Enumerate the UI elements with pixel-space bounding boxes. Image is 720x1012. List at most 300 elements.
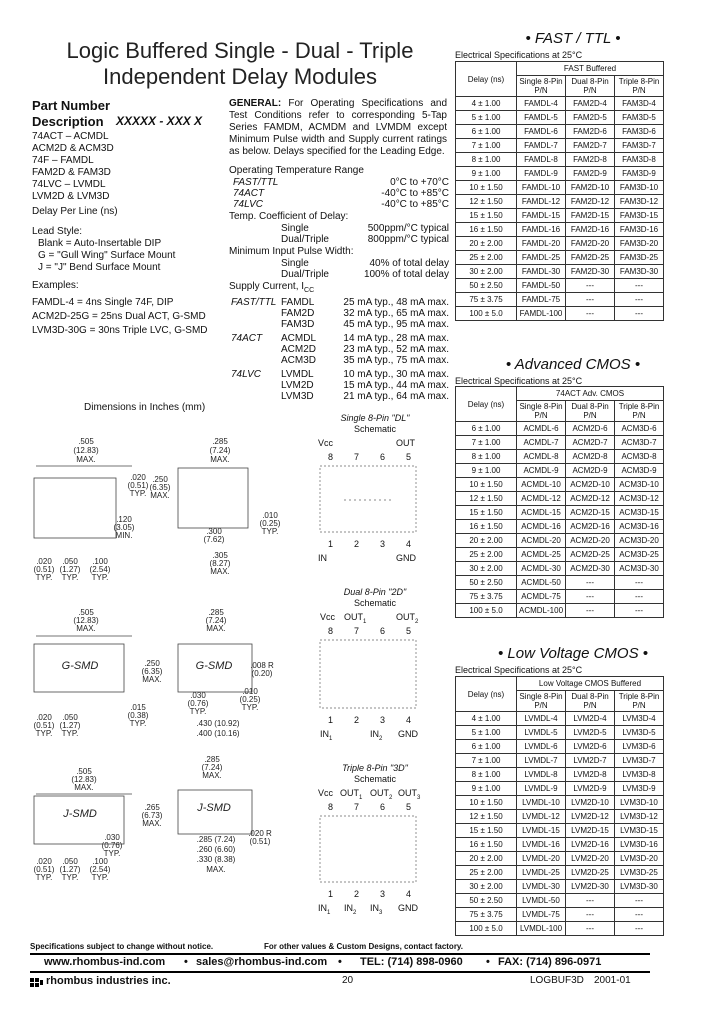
lead-style-line: J = "J" Bend Surface Mount bbox=[38, 262, 161, 273]
table-cell: 7 ± 1.00 bbox=[456, 139, 517, 153]
table-cell: 4 ± 1.00 bbox=[456, 712, 517, 726]
table-cell: ACMDL-16 bbox=[517, 520, 566, 534]
table-header-row bbox=[456, 62, 664, 76]
dimensions-heading: Dimensions in Inches (mm) bbox=[84, 402, 206, 413]
table-row bbox=[456, 251, 664, 265]
table-row bbox=[456, 181, 664, 195]
supply-row: 74LVC LVMDL 10 mA typ., 30 mA max. bbox=[231, 369, 449, 380]
table-cell: LVM2D-7 bbox=[566, 754, 615, 768]
email-link[interactable]: sales@rhombus-ind.com bbox=[196, 956, 328, 968]
table-cell: --- bbox=[566, 576, 615, 590]
pin-number: 8 bbox=[328, 802, 334, 812]
svg-text:(1.27): (1.27) bbox=[59, 565, 81, 574]
table-cell: FAMDL-100 bbox=[517, 307, 566, 321]
table-cell: ACM3D-8 bbox=[615, 450, 664, 464]
table-cell: --- bbox=[615, 922, 664, 936]
general-text: GENERAL: For Operating Specifications and Test Conditions refer to corresponding 5-Tap Series FAMDM, ACMDM and LVMDM except Minimum Pulse width and Supply current ratings as below. Delays specified for the Leading Edge. bbox=[229, 98, 448, 157]
table-cell: --- bbox=[566, 604, 615, 618]
header-delay: Delay (ns) bbox=[456, 62, 517, 97]
table-cell: 30 ± 2.00 bbox=[456, 265, 517, 279]
single-schematic: Single 8-Pin "DL" Schematic Vcc OUT 8 7 6 5 1 2 3 4 IN GND bbox=[310, 413, 440, 565]
table-cell: FAMDL-7 bbox=[517, 139, 566, 153]
table-cell: LVMDL-75 bbox=[517, 908, 566, 922]
table-cell: FAMDL-16 bbox=[517, 223, 566, 237]
svg-text:.020 R: .020 R bbox=[248, 829, 272, 838]
header-cell: Triple 8-Pin P/N bbox=[615, 76, 664, 97]
svg-text:G-SMD: G-SMD bbox=[61, 660, 99, 672]
table-cell: LVM2D-6 bbox=[566, 740, 615, 754]
table-row bbox=[456, 852, 664, 866]
table-cell: 10 ± 1.50 bbox=[456, 796, 517, 810]
table-cell: ACM2D-9 bbox=[566, 464, 615, 478]
table-cell: ACM3D-20 bbox=[615, 534, 664, 548]
lead-style bbox=[32, 226, 227, 274]
table-row bbox=[456, 548, 664, 562]
table-cell: LVM2D-4 bbox=[566, 712, 615, 726]
table-row bbox=[456, 726, 664, 740]
dip-side-body bbox=[178, 468, 248, 528]
table-row bbox=[456, 922, 664, 936]
table-row bbox=[456, 866, 664, 880]
table-cell: ACM2D-8 bbox=[566, 450, 615, 464]
advanced-cmos-table bbox=[455, 386, 664, 618]
table-cell: --- bbox=[566, 590, 615, 604]
svg-text:TYP.: TYP. bbox=[91, 573, 109, 582]
supply-row: LVM2D 15 mA typ., 44 mA max. bbox=[281, 380, 449, 391]
svg-text:(7.24): (7.24) bbox=[201, 763, 223, 772]
table-cell: FAMDL-5 bbox=[517, 111, 566, 125]
table-cell: ACM2D-25 bbox=[566, 548, 615, 562]
examples bbox=[32, 296, 227, 338]
svg-text:TYP.: TYP. bbox=[241, 703, 259, 712]
table-cell: LVM2D-8 bbox=[566, 768, 615, 782]
svg-text:.020: .020 bbox=[36, 557, 52, 566]
table-cell: ACMDL-6 bbox=[517, 422, 566, 436]
table-cell: 6 ± 1.00 bbox=[456, 422, 517, 436]
rhombus-logo-icon bbox=[30, 976, 44, 994]
svg-text:.505: .505 bbox=[78, 437, 94, 446]
pin-number: 7 bbox=[354, 802, 360, 812]
table-cell: ACM3D-9 bbox=[615, 464, 664, 478]
table-cell: FAM3D-25 bbox=[615, 251, 664, 265]
dip-top-body bbox=[34, 478, 116, 538]
svg-text:.008 R: .008 R bbox=[250, 661, 274, 670]
table-cell: ACMDL-30 bbox=[517, 562, 566, 576]
table-cell: LVM2D-10 bbox=[566, 796, 615, 810]
table-cell: LVM3D-6 bbox=[615, 740, 664, 754]
svg-text:MAX.: MAX. bbox=[150, 491, 170, 500]
table-cell: LVM2D-30 bbox=[566, 880, 615, 894]
table-row bbox=[456, 279, 664, 293]
svg-text:.430 (10.92): .430 (10.92) bbox=[196, 719, 240, 728]
low-voltage-spec-note: Electrical Specifications at 25°C bbox=[455, 665, 583, 675]
family-line: 74LVC – LVMDL bbox=[32, 179, 106, 190]
table-cell: ACM2D-6 bbox=[566, 422, 615, 436]
table-cell: LVMDL-30 bbox=[517, 880, 566, 894]
table-row bbox=[456, 562, 664, 576]
svg-text:(12.83): (12.83) bbox=[73, 616, 99, 625]
gsmd-dimensions bbox=[34, 608, 274, 738]
svg-text:(0.51): (0.51) bbox=[33, 565, 55, 574]
table-cell: FAM3D-6 bbox=[615, 125, 664, 139]
svg-text:(6.35): (6.35) bbox=[149, 483, 171, 492]
table-cell: FAM3D-12 bbox=[615, 195, 664, 209]
header-cell: Triple 8-Pin P/N bbox=[615, 691, 664, 712]
header-cell: Triple 8-Pin P/N bbox=[615, 401, 664, 422]
table-cell: ACMDL-25 bbox=[517, 548, 566, 562]
dimension-drawings bbox=[28, 418, 281, 888]
svg-text:TYP.: TYP. bbox=[261, 527, 279, 536]
pin-number: 6 bbox=[380, 452, 386, 462]
table-row bbox=[456, 97, 664, 111]
website-link[interactable]: www.rhombus-ind.com bbox=[44, 956, 166, 968]
table-cell: LVMDL-4 bbox=[517, 712, 566, 726]
supply-row: 74ACT ACMDL 14 mA typ., 28 mA max. bbox=[231, 333, 449, 344]
supply-row: ACM2D 23 mA typ., 52 mA max. bbox=[281, 344, 449, 355]
table-cell: 6 ± 1.00 bbox=[456, 740, 517, 754]
table-cell: FAM3D-10 bbox=[615, 181, 664, 195]
table-cell: LVMDL-50 bbox=[517, 894, 566, 908]
table-cell: LVM3D-30 bbox=[615, 880, 664, 894]
table-cell: 9 ± 1.00 bbox=[456, 464, 517, 478]
table-row bbox=[456, 139, 664, 153]
table-cell: ACM2D-15 bbox=[566, 506, 615, 520]
supply-row: FAM2D 32 mA typ., 65 mA max. bbox=[281, 308, 449, 319]
table-cell: FAMDL-6 bbox=[517, 125, 566, 139]
table-cell: LVM3D-10 bbox=[615, 796, 664, 810]
low-voltage-title: • Low Voltage CMOS • bbox=[497, 645, 648, 662]
table-cell: 10 ± 1.50 bbox=[456, 181, 517, 195]
svg-text:(2.54): (2.54) bbox=[89, 565, 111, 574]
svg-text:MAX.: MAX. bbox=[206, 624, 226, 633]
table-cell: LVMDL-10 bbox=[517, 796, 566, 810]
header-cell: Dual 8-Pin P/N bbox=[566, 691, 615, 712]
fast-ttl-spec-note: Electrical Specifications at 25°C bbox=[455, 50, 583, 60]
table-cell: LVM2D-20 bbox=[566, 852, 615, 866]
svg-text:.010: .010 bbox=[242, 687, 258, 696]
table-cell: 16 ± 1.50 bbox=[456, 838, 517, 852]
table-cell: 50 ± 2.50 bbox=[456, 279, 517, 293]
table-cell: LVM3D-15 bbox=[615, 824, 664, 838]
table-cell: LVMDL-8 bbox=[517, 768, 566, 782]
table-row bbox=[456, 506, 664, 520]
table-cell: --- bbox=[615, 894, 664, 908]
lead-style-line: Lead Style: bbox=[32, 226, 83, 237]
company-name: rhombus industries inc. bbox=[46, 975, 171, 987]
svg-text:(0.76): (0.76) bbox=[187, 699, 209, 708]
table-cell: LVM2D-5 bbox=[566, 726, 615, 740]
pin-number: 6 bbox=[380, 626, 386, 636]
family-line: FAM2D & FAM3D bbox=[32, 167, 111, 178]
table-row bbox=[456, 153, 664, 167]
table-cell: --- bbox=[615, 279, 664, 293]
table-cell: LVM3D-4 bbox=[615, 712, 664, 726]
svg-text:(12.83): (12.83) bbox=[71, 775, 97, 784]
svg-text:.100: .100 bbox=[92, 557, 108, 566]
svg-text:(0.25): (0.25) bbox=[259, 519, 281, 528]
table-cell: LVMDL-15 bbox=[517, 824, 566, 838]
svg-text:.030: .030 bbox=[190, 691, 206, 700]
table-cell: FAM3D-30 bbox=[615, 265, 664, 279]
pin-number: 5 bbox=[406, 452, 412, 462]
example-line: ACM2D-25G = 25ns Dual ACT, G-SMD bbox=[32, 311, 206, 322]
table-cell: ACMDL-9 bbox=[517, 464, 566, 478]
table-row bbox=[456, 534, 664, 548]
table-cell: FAMDL-12 bbox=[517, 195, 566, 209]
svg-text:MAX.: MAX. bbox=[206, 865, 226, 874]
operating-specs: Operating Temperature Range FAST/TTL 0°C to +70°C 74ACT -40°C to +85°C 74LVC -40°C to +85°C Temp. Coefficient of Delay: Single 500ppm/°C typical Dual/Triple 800ppm/°C typical Minimum Input Pulse Width: Single 40% of total delay Dual/Triple 100% of total delay Supply Current, $I_{CC}$ FAST/TTL FAMDL 25 mA typ., 48 mA max. FAM2D 32 mA typ., 65 mA max. FAM3D 45 mA typ., 95 mA max. 74ACT ACMDL 14 mA typ., 28 mA max. ACM2D 23 mA typ., 52 mA max. ACM3D 35 mA typ., 75 mA max. 74LVC LVMDL 10 mA typ., 30 mA max. LVM2D 15 mA typ., 44 mA max. LVM3D 21 mA typ., 64 mA max. bbox=[229, 165, 449, 402]
delay-per-line: Delay Per Line (ns) bbox=[32, 206, 118, 217]
pin-number: 1 bbox=[328, 539, 334, 549]
spec-row: Single 40% of total delay bbox=[281, 258, 449, 269]
table-cell: FAM3D-9 bbox=[615, 167, 664, 181]
svg-text:.400 (10.16): .400 (10.16) bbox=[196, 729, 240, 738]
page-number: 20 bbox=[342, 975, 354, 986]
svg-text:TYP.: TYP. bbox=[61, 729, 79, 738]
table-cell: 5 ± 1.00 bbox=[456, 726, 517, 740]
table-cell: FAM3D-4 bbox=[615, 97, 664, 111]
triple-schematic-drawing bbox=[310, 814, 440, 884]
table-cell: 4 ± 1.00 bbox=[456, 97, 517, 111]
table-cell: 100 ± 5.0 bbox=[456, 604, 517, 618]
spec-row: Dual/Triple 800ppm/°C typical bbox=[281, 234, 449, 245]
table-cell: --- bbox=[566, 894, 615, 908]
svg-text:(0.51): (0.51) bbox=[33, 865, 55, 874]
table-cell: LVM3D-12 bbox=[615, 810, 664, 824]
table-cell: FAM2D-8 bbox=[566, 153, 615, 167]
table-row bbox=[456, 265, 664, 279]
dip-dimensions bbox=[34, 437, 281, 582]
fast-ttl-table bbox=[455, 61, 664, 321]
svg-text:.020: .020 bbox=[130, 473, 146, 482]
table-cell: ACM2D-7 bbox=[566, 436, 615, 450]
svg-text:.015: .015 bbox=[130, 703, 146, 712]
footer-notes: Specifications subject to change without notice. For other values & Custom Designs, contact factory. bbox=[30, 942, 464, 951]
svg-text:.010: .010 bbox=[262, 511, 278, 520]
lead-style-line: G = "Gull Wing" Surface Mount bbox=[38, 250, 176, 261]
table-cell: 8 ± 1.00 bbox=[456, 768, 517, 782]
svg-text:(7.24): (7.24) bbox=[205, 616, 227, 625]
table-cell: ACM3D-10 bbox=[615, 478, 664, 492]
telephone: TEL: (714) 898-0960 bbox=[360, 956, 463, 968]
svg-text:(0.51): (0.51) bbox=[127, 481, 149, 490]
table-row bbox=[456, 492, 664, 506]
pin-number: 7 bbox=[354, 626, 360, 636]
pin-number: 1 bbox=[328, 889, 334, 899]
table-cell: --- bbox=[615, 576, 664, 590]
fast-ttl-title: • FAST / TTL • bbox=[525, 30, 621, 47]
table-cell: LVMDL-100 bbox=[517, 922, 566, 936]
example-line: FAMDL-4 = 4ns Single 74F, DIP bbox=[32, 297, 174, 308]
svg-text:(2.54): (2.54) bbox=[89, 865, 111, 874]
header-cell: Dual 8-Pin P/N bbox=[566, 76, 615, 97]
table-cell: LVM2D-12 bbox=[566, 810, 615, 824]
table-cell: ACMDL-10 bbox=[517, 478, 566, 492]
table-cell: ACM2D-12 bbox=[566, 492, 615, 506]
table-row bbox=[456, 838, 664, 852]
footer-rule-top bbox=[30, 953, 650, 955]
jsmd-dimensions bbox=[34, 755, 272, 882]
table-cell: 25 ± 2.00 bbox=[456, 251, 517, 265]
table-cell: 7 ± 1.00 bbox=[456, 754, 517, 768]
table-cell: 8 ± 1.00 bbox=[456, 450, 517, 464]
table-cell: 9 ± 1.00 bbox=[456, 782, 517, 796]
table-cell: 15 ± 1.50 bbox=[456, 506, 517, 520]
svg-text:TYP.: TYP. bbox=[103, 849, 121, 858]
table-cell: --- bbox=[615, 590, 664, 604]
table-cell: --- bbox=[615, 293, 664, 307]
table-cell: FAM2D-10 bbox=[566, 181, 615, 195]
svg-text:.250: .250 bbox=[152, 475, 168, 484]
header-cell: Single 8-Pin P/N bbox=[517, 401, 566, 422]
family-line: ACM2D & ACM3D bbox=[32, 143, 114, 154]
doc-code: LOGBUF3D bbox=[530, 975, 584, 986]
svg-text:.300: .300 bbox=[206, 527, 222, 536]
footer-meta bbox=[30, 975, 650, 989]
table-cell: 100 ± 5.0 bbox=[456, 922, 517, 936]
pin-number: 2 bbox=[354, 715, 360, 725]
pin-number: 1 bbox=[328, 715, 334, 725]
table-row bbox=[456, 796, 664, 810]
table-row bbox=[456, 712, 664, 726]
table-row bbox=[456, 520, 664, 534]
table-cell: ACM2D-10 bbox=[566, 478, 615, 492]
table-cell: FAMDL-10 bbox=[517, 181, 566, 195]
svg-text:.265: .265 bbox=[144, 803, 160, 812]
spec-row: 74LVC -40°C to +85°C bbox=[233, 199, 449, 210]
svg-text:.505: .505 bbox=[78, 608, 94, 617]
low-voltage-table bbox=[455, 676, 664, 936]
table-cell: FAM3D-7 bbox=[615, 139, 664, 153]
svg-text:(0.20): (0.20) bbox=[251, 669, 273, 678]
lead-style-line: Blank = Auto-Insertable DIP bbox=[38, 238, 162, 249]
description-label: Description bbox=[32, 114, 104, 129]
triple-schematic: Triple 8-Pin "3D" Schematic Vcc $OUT_1$ $OUT_2$ $OUT_3$ 8 7 6 5 1 2 3 4 $IN_1$ $IN_2$ $IN_3$ GND bbox=[310, 763, 440, 915]
svg-text:TYP.: TYP. bbox=[129, 489, 147, 498]
examples-label: Examples: bbox=[32, 280, 79, 291]
family-line: 74F – FAMDL bbox=[32, 155, 94, 166]
table-row bbox=[456, 111, 664, 125]
svg-text:J-SMD: J-SMD bbox=[63, 808, 97, 820]
table-cell: LVMDL-5 bbox=[517, 726, 566, 740]
table-cell: ACMDL-7 bbox=[517, 436, 566, 450]
table-row bbox=[456, 478, 664, 492]
table-cell: FAM3D-8 bbox=[615, 153, 664, 167]
table-cell: 25 ± 2.00 bbox=[456, 866, 517, 880]
table-cell: 30 ± 2.00 bbox=[456, 880, 517, 894]
pin-number: 5 bbox=[406, 802, 412, 812]
advanced-cmos-spec-note: Electrical Specifications at 25°C bbox=[455, 376, 583, 386]
table-cell: 8 ± 1.00 bbox=[456, 153, 517, 167]
supply-row: FAM3D 45 mA typ., 95 mA max. bbox=[281, 319, 449, 330]
svg-text:(0.25): (0.25) bbox=[239, 695, 261, 704]
table-cell: --- bbox=[615, 908, 664, 922]
svg-text:MAX.: MAX. bbox=[76, 455, 96, 464]
svg-text:(0.76): (0.76) bbox=[101, 841, 123, 850]
pin-number: 2 bbox=[354, 539, 360, 549]
header-group: 74ACT Adv. CMOS bbox=[517, 387, 664, 401]
table-row bbox=[456, 590, 664, 604]
table-cell: FAM2D-6 bbox=[566, 125, 615, 139]
pin-number: 4 bbox=[406, 715, 412, 725]
table-cell: 100 ± 5.0 bbox=[456, 307, 517, 321]
svg-text:MIN.: MIN. bbox=[115, 531, 133, 540]
svg-text:(3.05): (3.05) bbox=[113, 523, 135, 532]
table-cell: FAMDL-75 bbox=[517, 293, 566, 307]
table-cell: FAM2D-9 bbox=[566, 167, 615, 181]
table-row bbox=[456, 293, 664, 307]
table-cell: LVM3D-5 bbox=[615, 726, 664, 740]
table-cell: FAM3D-5 bbox=[615, 111, 664, 125]
header-delay: Delay (ns) bbox=[456, 387, 517, 422]
table-row bbox=[456, 436, 664, 450]
table-row bbox=[456, 740, 664, 754]
table-cell: ACMDL-100 bbox=[517, 604, 566, 618]
table-cell: 50 ± 2.50 bbox=[456, 894, 517, 908]
table-cell: 75 ± 3.75 bbox=[456, 293, 517, 307]
table-cell: 6 ± 1.00 bbox=[456, 125, 517, 139]
svg-text:.020: .020 bbox=[36, 713, 52, 722]
spec-row: 74ACT -40°C to +85°C bbox=[233, 188, 449, 199]
table-cell: LVMDL-12 bbox=[517, 810, 566, 824]
table-cell: 15 ± 1.50 bbox=[456, 824, 517, 838]
header-group: Low Voltage CMOS Buffered bbox=[517, 677, 664, 691]
svg-text:MAX.: MAX. bbox=[210, 455, 230, 464]
table-cell: ACM3D-7 bbox=[615, 436, 664, 450]
pin-number: 2 bbox=[354, 889, 360, 899]
table-cell: FAM2D-7 bbox=[566, 139, 615, 153]
table-row bbox=[456, 237, 664, 251]
table-cell: --- bbox=[566, 922, 615, 936]
svg-text:(0.51): (0.51) bbox=[33, 721, 55, 730]
table-cell: ACMDL-12 bbox=[517, 492, 566, 506]
table-cell: LVMDL-7 bbox=[517, 754, 566, 768]
table-cell: FAMDL-50 bbox=[517, 279, 566, 293]
pin-number: 3 bbox=[380, 889, 386, 899]
spec-row: Dual/Triple 100% of total delay bbox=[281, 269, 449, 280]
advanced-cmos-title: • Advanced CMOS • bbox=[505, 356, 641, 373]
svg-text:.030: .030 bbox=[104, 833, 120, 842]
svg-text:MAX.: MAX. bbox=[202, 771, 222, 780]
table-cell: --- bbox=[566, 307, 615, 321]
table-row bbox=[456, 576, 664, 590]
svg-text:(6.35): (6.35) bbox=[141, 667, 163, 676]
fax: FAX: (714) 896-0971 bbox=[498, 956, 602, 968]
svg-text:(0.51): (0.51) bbox=[249, 837, 271, 846]
table-cell: LVM2D-25 bbox=[566, 866, 615, 880]
page-title: Logic Buffered Single - Dual - Triple Independent Delay Modules bbox=[66, 38, 414, 89]
svg-text:(7.62): (7.62) bbox=[203, 535, 225, 544]
table-row bbox=[456, 754, 664, 768]
doc-date: 2001-01 bbox=[594, 975, 631, 986]
table-header-row bbox=[456, 387, 664, 401]
table-row bbox=[456, 810, 664, 824]
pin-number: 7 bbox=[354, 452, 360, 462]
spec-row: Single 500ppm/°C typical bbox=[281, 223, 449, 234]
table-cell: ACM3D-12 bbox=[615, 492, 664, 506]
family-line: LVM2D & LVM3D bbox=[32, 191, 110, 202]
svg-text:.285: .285 bbox=[212, 437, 228, 446]
table-cell: --- bbox=[566, 293, 615, 307]
family-line: 74ACT – ACMDL bbox=[32, 131, 109, 142]
table-cell: FAM3D-16 bbox=[615, 223, 664, 237]
table-row bbox=[456, 209, 664, 223]
table-cell: 9 ± 1.00 bbox=[456, 167, 517, 181]
svg-text:.285: .285 bbox=[204, 755, 220, 764]
table-cell: --- bbox=[615, 604, 664, 618]
table-header-row bbox=[456, 677, 664, 691]
table-row bbox=[456, 422, 664, 436]
